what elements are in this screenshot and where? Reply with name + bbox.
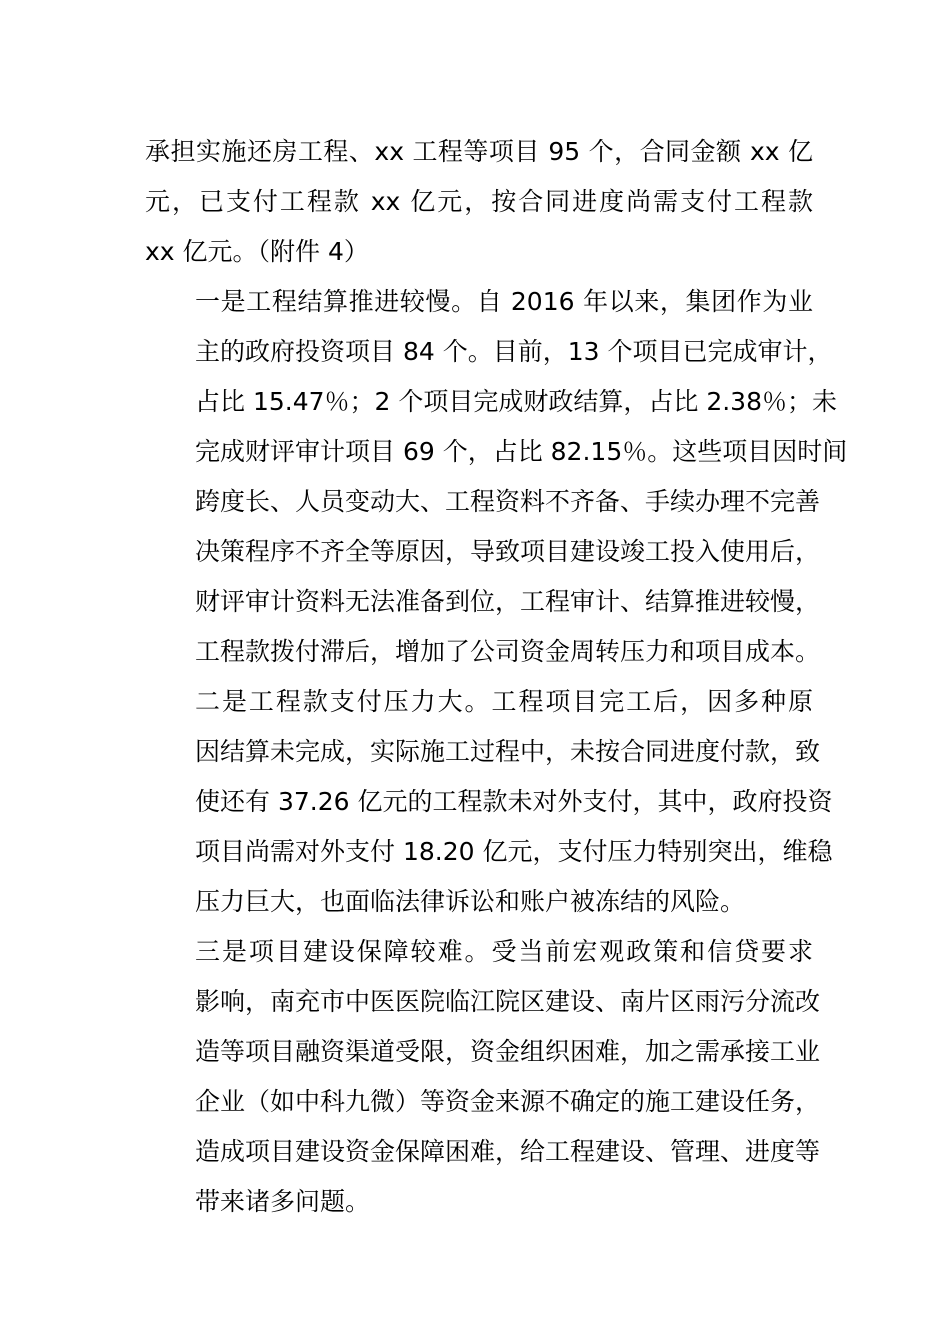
paragraph-continuation (145, 127, 813, 277)
text-line: 因结算未完成，实际施工过程中，未按合同进度付款，致 (195, 737, 821, 766)
text-line: 企业（如中科九微）等资金来源不确定的施工建设任务， (195, 1087, 821, 1116)
text-line: 跨度长、人员变动大、工程资料不齐备、手续办理不完善 (195, 487, 821, 516)
text-line: 主的政府投资项目 84 个。目前，13 个项目已完成审计， (195, 337, 833, 366)
text-line: 造成项目建设资金保障困难，给工程建设、管理、进度等 (195, 1137, 821, 1166)
text-line: 二是工程款支付压力大。工程项目完工后，因多种原 (195, 687, 813, 716)
paragraph-construction-funding (145, 927, 821, 1227)
text-line: 占比 15.47％；2 个项目完成财政结算，占比 2.38％；未 (195, 387, 837, 416)
text-line: 带来诸多问题。 (195, 1187, 371, 1216)
text-line: 一是工程结算推进较慢。自 2016 年以来，集团作为业 (195, 287, 813, 316)
text-line: 三是项目建设保障较难。受当前宏观政策和信贷要求 (195, 937, 813, 966)
text-line: 使还有 37.26 亿元的工程款未对外支付，其中，政府投资 (195, 787, 833, 816)
paragraph-payment-pressure (145, 677, 833, 927)
text-line: 项目尚需对外支付 18.20 亿元，支付压力特别突出，维稳 (195, 837, 833, 866)
text-line: 元，已支付工程款 xx 亿元，按合同进度尚需支付工程款 (145, 187, 813, 216)
text-line: xx 亿元。（附件 4） (145, 237, 369, 266)
text-line: 影响，南充市中医医院临江院区建设、南片区雨污分流改 (195, 987, 821, 1016)
text-line: 工程款拨付滞后，增加了公司资金周转压力和项目成本。 (195, 637, 821, 666)
text-line: 财评审计资料无法准备到位，工程审计、结算推进较慢， (195, 587, 821, 616)
text-line: 造等项目融资渠道受限，资金组织困难，加之需承接工业 (195, 1037, 821, 1066)
text-line: 压力巨大，也面临法律诉讼和账户被冻结的风险。 (195, 887, 746, 916)
text-line: 决策程序不齐全等原因，导致项目建设竣工投入使用后， (195, 537, 821, 566)
document-body (145, 127, 848, 1227)
text-line: 承担实施还房工程、xx 工程等项目 95 个，合同金额 xx 亿 (145, 137, 813, 166)
paragraph-settlement-progress (145, 277, 848, 677)
text-line: 完成财评审计项目 69 个，占比 82.15％。这些项目因时间 (195, 437, 848, 466)
